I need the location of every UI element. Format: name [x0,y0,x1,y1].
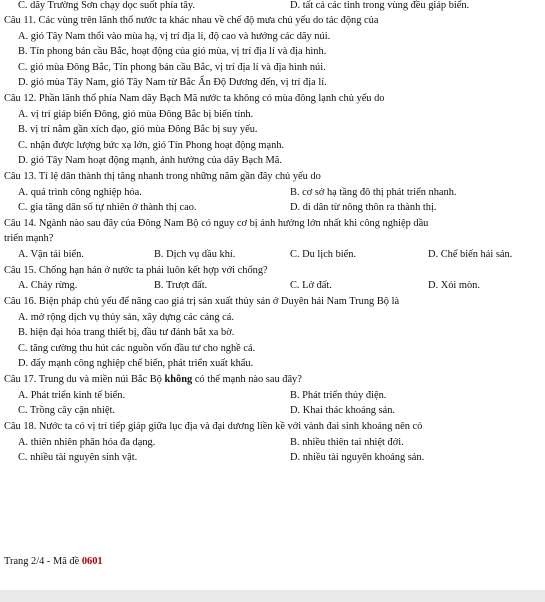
q18-option-d: D. nhiều tài nguyên khoáng sản. [290,452,425,463]
q18-option-a: A. thiên nhiên phân hóa đa dạng. [18,437,156,448]
q16-stem: Câu 16. Biện pháp chủ yếu để nâng cao giá trị sản xuất thủy sản ở Duyên hải Nam Trung Bộ là [4,296,400,307]
q14-option-d: D. Chế biến hải sản. [428,249,513,260]
q16-option-a: A. mở rộng dịch vụ thủy sản, xây dựng các cảng cá. [18,312,234,323]
page-footer [4,556,103,567]
q17-option-b: B. Phát triển thủy điện. [290,390,387,401]
q14-option-b: B. Dịch vụ dầu khí. [154,249,236,260]
q15-option-a: A. Cháy rừng. [18,280,78,291]
footer-page-label: Trang 2/4 - Mã đề [4,556,82,567]
q18-stem: Câu 18. Nước ta có vị trí tiếp giáp giữa lục địa và đại dương liền kề với vành đai sinh khoáng nên có [4,421,423,432]
q11-stem: Câu 11. Các vùng trên lãnh thổ nước ta khác nhau về chế độ mưa chủ yếu do tác động của [4,15,379,26]
q12-option-d: D. gió Tây Nam hoạt động mạnh, ảnh hưởng của dãy Bạch Mã. [18,155,283,166]
q18-option-c: C. nhiều tài nguyên sinh vật. [18,452,138,463]
q15-stem: Câu 15. Chống hạn hán ở nước ta phải luôn kết hợp với chống? [4,265,268,276]
page-bottom-divider [0,590,545,602]
q14-stem-line-1: Câu 14. Ngành nào sau đây của Đông Nam Bộ có nguy cơ bị ảnh hưởng lớn nhất khi công nghiệp dầu [4,218,429,229]
q12-option-a: A. vị trí giáp biển Đông, gió mùa Đông Bắc bị biến tính. [18,109,254,120]
q16-option-d: D. đẩy mạnh công nghiệp chế biến, phát triển xuất khẩu. [18,358,254,369]
q17-stem-suffix: có thế mạnh nào sau đây? [192,374,302,385]
q17-stem [4,374,543,386]
q17-option-d: D. Khai thác khoáng sản. [290,405,396,416]
q11-option-d: D. gió mùa Tây Nam, gió Tây Nam từ Bắc Ấn Độ Dương đến, vị trí địa lí. [18,77,327,88]
q17-option-c: C. Trồng cây cận nhiệt. [18,405,115,416]
q14-option-c: C. Du lịch biển. [290,249,357,260]
q11-option-a: A. gió Tây Nam thổi vào mùa hạ, vị trí địa lí, độ cao và hướng các dãy núi. [18,31,331,42]
q10-option-d: D. tất cả các tỉnh trong vùng đều giáp biển. [290,0,470,11]
q15-option-c: C. Lở đất. [290,280,332,291]
q17-stem-emphasis: không [164,374,193,385]
q18-option-b: B. nhiều thiên tai nhiệt đới. [290,437,404,448]
q16-option-c: C. tăng cường thu hút các nguồn vốn đầu tư cho nghề cá. [18,343,256,354]
q11-option-b: B. Tín phong bán cầu Bắc, hoạt động của gió mùa, vị trí địa lí và địa hình. [18,46,327,57]
q16-option-b: B. hiện đại hóa trang thiết bị, đầu tư đánh bắt xa bờ. [18,327,235,338]
q12-option-c: C. nhận được lượng bức xạ lớn, gió Tín Phong hoạt động mạnh. [18,140,285,151]
q13-option-b: B. cơ sở hạ tầng đô thị phát triển nhanh. [290,187,457,198]
q12-stem: Câu 12. Phần lãnh thổ phía Nam dãy Bạch Mã nước ta không có mùa đông lạnh chủ yếu do [4,93,385,104]
q13-stem: Câu 13. Tỉ lệ dân thành thị tăng nhanh trong những năm gần đây chủ yếu do [4,171,321,182]
q17-stem-prefix: Câu 17. Trung du và miền núi Bắc Bộ [4,374,165,385]
q13-option-d: D. di dân từ nông thôn ra thành thị. [290,202,437,213]
q15-option-d: D. Xói mòn. [428,280,480,291]
q10-option-c: C. dãy Trường Sơn chạy dọc suốt phía tây. [18,0,195,11]
footer-exam-code: 0601 [81,556,103,567]
q12-option-b: B. vị trí nằm gần xích đạo, gió mùa Đông Bắc bị suy yếu. [18,124,258,135]
q14-stem-line-2: triển mạnh? [4,233,54,244]
q13-option-c: C. gia tăng dân số tự nhiên ở thành thị cao. [18,202,197,213]
q11-option-c: C. gió mùa Đông Bắc, Tín phong bán cầu Bắc, vị trí địa lí và địa hình núi. [18,62,326,73]
q13-option-a: A. quá trình công nghiệp hóa. [18,187,142,198]
q14-option-a: A. Vận tải biển. [18,249,84,260]
q15-option-b: B. Trượt đất. [154,280,208,291]
q17-option-a: A. Phát triển kinh tế biển. [18,390,126,401]
